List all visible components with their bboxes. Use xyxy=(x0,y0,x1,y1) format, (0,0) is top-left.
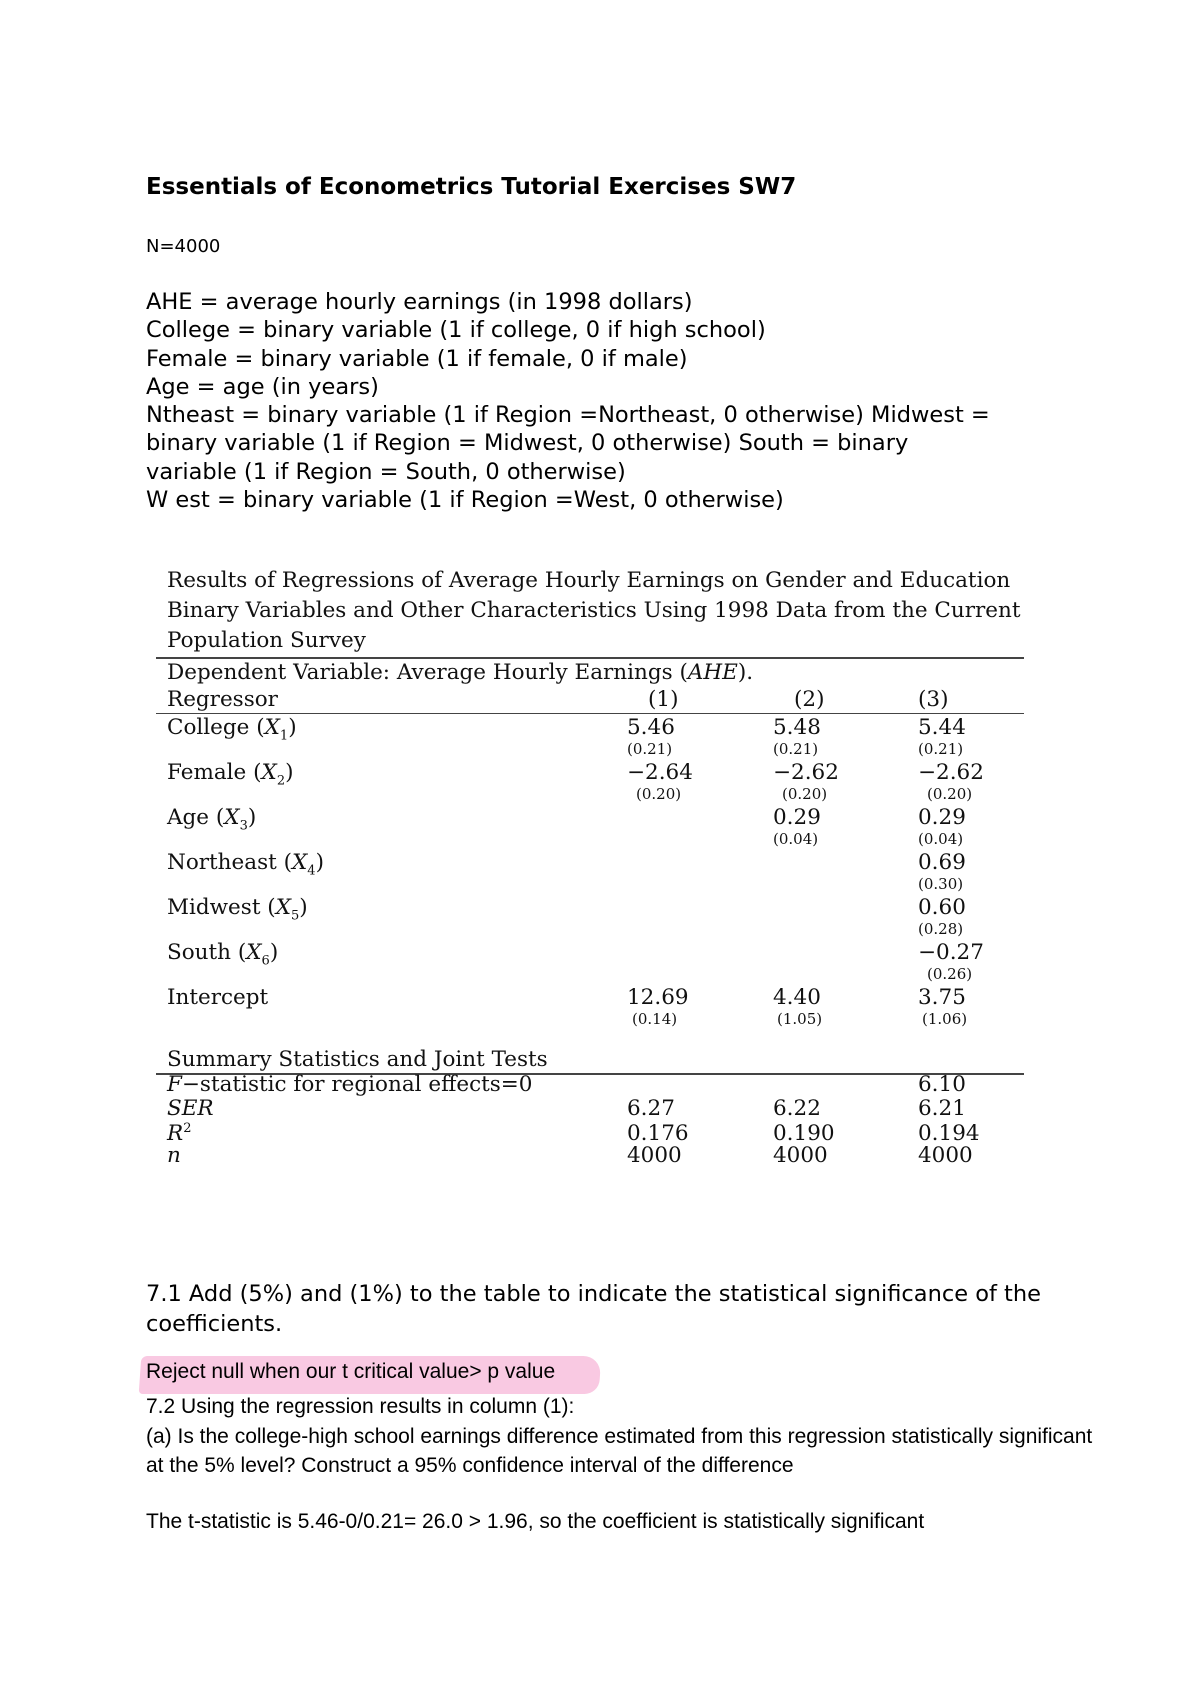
coef-cell: 4.40 xyxy=(773,985,821,1010)
row-var-sub: 2 xyxy=(276,773,286,789)
summary-cell: 6.27 xyxy=(627,1096,675,1121)
document-title: Essentials of Econometrics Tutorial Exercises SW7 xyxy=(146,174,797,200)
definition-line: W est = binary variable (1 if Region =West, 0 otherwise) xyxy=(146,487,784,514)
coef-cell: 3.75 xyxy=(918,985,966,1010)
se-cell: (0.14) xyxy=(632,1010,678,1028)
definition-line: Ntheast = binary variable (1 if Region =Northeast, 0 otherwise) Midwest = xyxy=(146,402,990,429)
summary-label: SER xyxy=(167,1096,214,1121)
row-var: X xyxy=(264,715,280,740)
summary-row-ser xyxy=(156,1096,1024,1122)
variable-definitions xyxy=(146,288,1086,514)
table-row-female: Female $(X_2)$ −2.64 −2.62 −2.62 (0.20) (0.20) (0.20) xyxy=(167,760,984,803)
dependent-suffix: ). xyxy=(737,660,754,685)
question-7-2-a: (a) Is the college-high school earnings difference estimated from this regression statistically significant at the 5% level? Construct a 95% confidence interval of the difference xyxy=(146,1424,1093,1477)
regressor-header: Regressor xyxy=(167,687,278,712)
definition-line: variable (1 if Region = South, 0 otherwise) xyxy=(146,458,626,485)
summary-header-row xyxy=(156,1047,1024,1073)
se-cell: (0.28) xyxy=(918,920,964,938)
header-rule xyxy=(156,713,1024,714)
coef-cell: 0.29 xyxy=(918,805,966,830)
coef-cell: 5.46 xyxy=(627,715,675,740)
top-rule xyxy=(156,657,1024,659)
coef-cell: 5.48 xyxy=(773,715,821,740)
se-cell: (0.21) xyxy=(627,740,673,758)
row-label: Northeast ( xyxy=(167,850,292,875)
row-var-sub: 4 xyxy=(307,863,316,879)
summary-label: −statistic for regional effects=0 xyxy=(181,1072,533,1097)
coef-cell: 0.60 xyxy=(918,895,966,920)
table-row-northeast: Northeast $(X_4)$ 0.69 (0.30) xyxy=(167,850,966,893)
se-cell: (0.04) xyxy=(773,830,819,848)
summary-cell: 6.10 xyxy=(918,1072,966,1097)
question-7-2 xyxy=(146,1392,1106,1481)
definition-line: AHE = average hourly earnings (in 1998 dollars) xyxy=(146,289,693,315)
se-cell: (0.20) xyxy=(782,785,828,803)
coef-cell: −2.62 xyxy=(918,760,984,785)
definition-line: College = binary variable (1 if college, 0 if high school) xyxy=(146,317,766,344)
row-label: Age ( xyxy=(167,805,225,830)
table-row-south: South $(X_6)$ −0.27 (0.26) xyxy=(167,940,984,983)
coef-cell: −0.27 xyxy=(918,940,984,965)
question-7-2-title: 7.2 Using the regression results in column (1): xyxy=(146,1395,575,1418)
summary-row-n xyxy=(156,1143,1024,1169)
highlighted-note: Reject null when our t critical value> p value xyxy=(146,1360,556,1383)
summary-row-fstat xyxy=(156,1072,1024,1098)
se-cell: (0.21) xyxy=(918,740,964,758)
se-cell: (0.26) xyxy=(927,965,973,983)
se-cell: (0.21) xyxy=(773,740,819,758)
table-caption: Results of Regressions of Average Hourly Earnings on Gender and Education Binary Variables and Other Characteristics Using 1998 Data from the Current Population Survey xyxy=(167,568,1021,653)
sample-size: N=4000 xyxy=(146,236,221,257)
summary-cell: 0.190 xyxy=(773,1121,835,1146)
coef-cell: 0.69 xyxy=(918,850,966,875)
se-cell: (0.20) xyxy=(636,785,682,803)
column-header: (3) xyxy=(918,687,949,712)
se-cell: (1.05) xyxy=(777,1010,823,1028)
row-var: X xyxy=(261,760,277,785)
summary-var: F xyxy=(167,1072,182,1097)
coef-cell: 0.29 xyxy=(773,805,821,830)
row-var: X xyxy=(291,850,308,875)
column-header-row xyxy=(156,687,1024,713)
column-header: (1) xyxy=(648,687,679,712)
summary-label: n xyxy=(167,1143,181,1168)
table-row-midwest: Midwest $(X_5)$ 0.60 (0.28) xyxy=(167,895,966,938)
definition-line: binary variable (1 if Region = Midwest, 0 otherwise) South = binary xyxy=(146,430,909,457)
question-7-1: 7.1 Add (5%) and (1%) to the table to indicate the statistical significance of the coefficients. xyxy=(146,1281,1041,1337)
row-var-sub: 1 xyxy=(279,728,289,744)
coef-cell: 12.69 xyxy=(627,985,689,1010)
definition-line: Female = binary variable (1 if female, 0 if male) xyxy=(146,345,688,372)
coef-cell: −2.64 xyxy=(627,760,693,785)
summary-label: R xyxy=(167,1121,184,1147)
dependent-variable-row xyxy=(156,660,1024,686)
summary-cell: 0.194 xyxy=(918,1121,980,1146)
row-var-sub: 3 xyxy=(239,818,248,834)
row-label: Midwest ( xyxy=(167,895,276,920)
se-cell: (0.04) xyxy=(918,830,964,848)
se-cell: (0.20) xyxy=(927,785,973,803)
row-var: X xyxy=(246,940,262,965)
table-row-college: College $(X_1)$ 5.46 5.48 5.44 (0.21) (0.21) (0.21) xyxy=(167,715,966,758)
column-header: (2) xyxy=(794,687,825,712)
summary-cell: 4000 xyxy=(627,1143,682,1168)
definition-line: Age = age (in years) xyxy=(146,373,379,400)
row-var: X xyxy=(224,805,240,830)
row-label: South ( xyxy=(167,940,247,965)
row-label: Female ( xyxy=(167,760,262,785)
coef-cell: 5.44 xyxy=(918,715,966,740)
table-row-age: Age $(X_3)$ 0.29 0.29 (0.04) (0.04) xyxy=(167,805,966,848)
summary-cell: 0.176 xyxy=(627,1121,689,1146)
answer-text: The t-statistic is 5.46-0/0.21= 26.0 > 1.96, so the coefficient is statistically significant xyxy=(146,1510,925,1533)
se-cell: (0.30) xyxy=(918,875,964,893)
se-cell: (1.06) xyxy=(922,1010,968,1028)
dependent-prefix: Dependent Variable: Average Hourly Earnings ( xyxy=(167,660,688,685)
row-label: Intercept xyxy=(167,985,269,1010)
summary-sup: 2 xyxy=(183,1121,192,1136)
summary-cell: 6.22 xyxy=(773,1096,821,1121)
summary-cell: 4000 xyxy=(773,1143,828,1168)
summary-cell: 4000 xyxy=(918,1143,973,1168)
summary-cell: 6.21 xyxy=(918,1096,966,1121)
coef-cell: −2.62 xyxy=(773,760,839,785)
row-label: College ( xyxy=(167,715,265,740)
table-row-intercept xyxy=(156,985,1024,1028)
row-var: X xyxy=(275,895,291,920)
row-var-sub: 5 xyxy=(291,908,300,924)
summary-header: Summary Statistics and Joint Tests xyxy=(167,1047,548,1072)
row-var-sub: 6 xyxy=(261,953,270,969)
dependent-var: AHE xyxy=(687,660,738,685)
